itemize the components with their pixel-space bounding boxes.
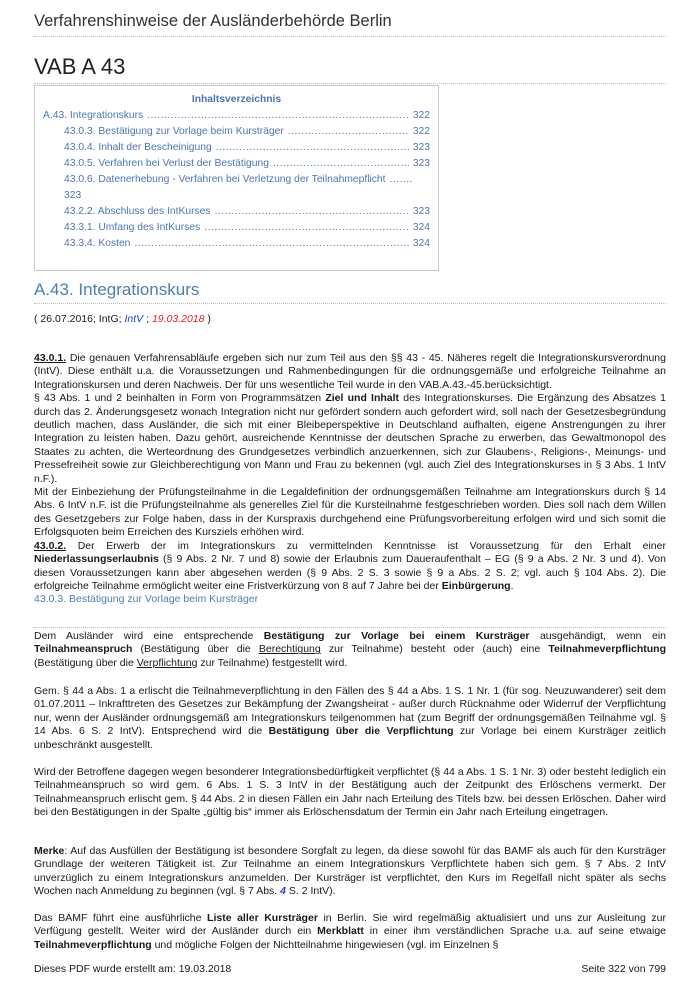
toc-heading: Inhaltsverzeichnis: [191, 94, 282, 105]
toc-entry-text: 43.0.3. Bestätigung zur Vorlage beim Kursträger: [64, 126, 284, 137]
toc-entry-page: 324: [412, 222, 430, 233]
body-block-5: [34, 845, 666, 899]
toc-entry[interactable]: [35, 126, 438, 142]
toc-entry-page: 323: [412, 206, 430, 217]
toc-entry[interactable]: [35, 222, 438, 238]
toc-entry-text: 43.3.1. Umfang des IntKurses: [64, 222, 201, 233]
subsection-heading: 43.0.3. Bestätigung zur Vorlage beim Kursträger: [34, 593, 259, 606]
paragraph-bestaetigung: Dem Ausländer wird eine entsprechende Bestätigung zur Vorlage bei einem Kursträger ausgehändigt, wenn ein Teilnahmeanspruch (Bestätigung über die Berechtigung zur Teilnahme) besteht oder (auch) eine Teilnahmeverpflichtung (Bestätigung über die Verpflichtung zur Teilnahme) festgestellt wird.: [34, 630, 667, 669]
intv-link[interactable]: IntV: [124, 313, 144, 325]
section-meta: ( 26.07.2016; IntG; IntV ; 19.03.2018 ): [34, 313, 211, 325]
toc-entry[interactable]: [35, 142, 438, 158]
toc-entry[interactable]: [35, 158, 438, 174]
toc-entry-text: 43.3.4. Kosten: [64, 238, 131, 249]
toc-entry-text: 43.0.6. Datenerhebung - Verfahren bei Verletzung der Teilnahmepflicht: [64, 174, 386, 185]
subsection-divider: [34, 627, 666, 628]
page-footer: [34, 963, 666, 975]
section-divider: [34, 303, 666, 304]
toc-entry-text: 43.0.5. Verfahren bei Verlust der Bestätigung: [64, 158, 269, 169]
paragraph-kurstraeger-liste: Das BAMF führt eine ausführliche Liste aller Kursträger in Berlin. Sie wird regelmäßig aktualisiert und uns zur Ausleitung zur Verfügung gestellt. Weiter wird der Ausländer durch ein Merkblatt in einer ihm verständlichen Sprache u.a. auf seine etwaige Teilnahmeverpflichtung und mögliche Folgen der Nichtteilnahme hingewiesen (vgl. im Einzelnen §: [34, 912, 667, 951]
paragraph-43-0-1: 43.0.1. Die genauen Verfahrensabläufe ergeben sich nur zum Teil aus den §§ 43 - 45. Näheres regelt die Integrationskursverordnung (IntV). Diese enthält u.a. die Voraussetzungen und Rahmenbedingungen für die ordnungsgemäße und erfolgreiche Teilnahme an Integrationskursen und deren Nachweis. Der für uns wesentliche Teil wurde in den VAB.A.43.-45.berücksichtigt.: [34, 352, 666, 391]
toc-entry[interactable]: [35, 238, 438, 254]
table-of-contents: [34, 85, 439, 271]
header-divider: [34, 36, 666, 37]
title-divider: [34, 83, 666, 84]
toc-entry-page: 324: [412, 238, 430, 249]
paragraph-integrationsbeduerftigkeit: Wird der Betroffene dagegen wegen besonderer Integrationsbedürftigkeit verpflichtet (§ 44 a Abs. 1 S. 1 Nr. 3) oder besteht lediglich ein Teilnahmeanspruch so wird gem. 6 Abs. 1 S. 3 IntV in der Bestätigung auch der Zeitpunkt des Erlöschens vermerkt. Der Teilnahmeanspruch erlischt gem. § 44 Abs. 2 in diesen Fällen ein Jahr nach Erteilung des Titels bzw. bei dessen Erlöschen. Daher wird bei den Bestätigungen in der Spalte „gültig bis“ immer als Erlöschensdatum der Termin ein Jahr nach Erteilung eingetragen.: [34, 766, 666, 819]
toc-entry-page: 322: [412, 110, 430, 121]
toc-entry-page: 323: [64, 190, 82, 201]
toc-entry-text: 43.0.4. Inhalt der Bescheinigung: [64, 142, 212, 153]
footnote-link[interactable]: 4: [280, 885, 286, 898]
paragraph-pruefung: Mit der Einbeziehung der Prüfungsteilnahme in die Legaldefinition der ordnungsgemäßen Teilnahme am Integrationskurs durch § 14 Abs. 6 IntV n.F. ist die Prüfungsteilnahme als generelles Ziel für die Kursteilnahme festgeschrieben worden. Dies soll nach dem Willen des Gesetzgebers zur Folge haben, dass in der Kurspraxis durchgehend eine Prüfungsvorbereitung erfolgen wird und sich somit die Erfolgsquoten beim Erreichen des Kursziels erhöhen wird.: [34, 486, 666, 539]
body-block-6: [34, 912, 666, 952]
paragraph-ziel-inhalt: § 43 Abs. 1 und 2 beinhalten in Form von Programmsätzen Ziel und Inhalt des Integrationskurses. Die Ergänzung des Absatzes 1 durch das 2. Änderungsgesetz wonach Integration nicht nur gefördert sondern auch gefordert wird, soll nach der Gesetzesbegründung deutlich machen, dass Ausländer, die sich mit einer Bleibeperspektive in Deutschland aufhalten, eigene Anstrengungen zu ihrer Integration zu leisten haben. Dazu gehört, ausreichende Kenntnisse der deutschen Sprache zu erwerben, das Gewaltmonopol des Staates zu achten, die Werteordnung des Grundgesetzes verbindlich anzuerkennen, sich zur Glaubens-, Religions-, Meinungs- und Pressefreiheit sowie zur Gleichberechtigung von Mann und Frau zu bekennen (vgl. auch Ziel des Integrationskurses in § 3 Abs. 1 IntV n.F.).: [34, 392, 667, 485]
paragraph-erloeschen: Gem. § 44 a Abs. 1 a erlischt die Teilnahmeverpflichtung in den Fällen des § 44 a Abs. 1 S. 1 Nr. 1 (für sog. Neuzuwanderer) seit dem 01.07.2011 – Inkrafttreten des Gesetzes zur Bekämpfung der Zwangsheirat - außer durch Rücknahme oder Widerruf der Verpflichtung nur, wenn der Ausländer ordnungsgemäß am Integrationskurs teilgenommen hat (zum Begriff der ordnungsgemäßen Teilnahme vgl. § 14 Abs. 6 S. 2 IntV). Entsprechend wird die Bestätigung über die Verpflichtung zur Vorlage bei einem Kursträger zeitlich unbeschränkt ausgestellt.: [34, 685, 666, 751]
section-title: A.43. Integrationskurs: [34, 280, 200, 299]
toc-entry[interactable]: [35, 206, 438, 222]
toc-entry[interactable]: [35, 110, 438, 126]
paragraph-merke: Merke: Auf das Ausfüllen der Bestätigung ist besondere Sorgfalt zu legen, da diese sowohl für das BAMF als auch für den Kursträger Grundlage der weiteren Tätigkeit ist. Zur Teilnahme an einem Integrationskurs Verpflichtete haben sich gem. § 7 Abs. 2 IntV unverzüglich zu einem Integrationskurs anzumelden. Der Kursträger ist verpflichtet, den Kurs im Regelfall nicht später als sechs Wochen nach Anmeldung zu beginnen (vgl. § 7 Abs. 4 S. 2 IntV).: [34, 845, 666, 898]
footer-page-number: Seite 322 von 799: [581, 963, 666, 975]
footer-created-date: Dieses PDF wurde erstellt am: 19.03.2018: [34, 963, 232, 975]
update-date: 19.03.2018: [151, 313, 205, 325]
toc-entry-page: 323: [412, 142, 430, 153]
toc-entry-page: 323: [412, 158, 430, 169]
document-title: VAB A 43: [34, 54, 126, 79]
toc-entry-text: A.43. Integrationskurs: [43, 110, 144, 121]
header-title: Verfahrenshinweise der Ausländerbehörde Berlin: [34, 12, 392, 30]
body-block-1: [34, 352, 666, 607]
body-block-3: [34, 685, 666, 752]
toc-entry-page: 322: [412, 126, 430, 137]
body-block-2: [34, 630, 666, 670]
toc-entry-text: 43.2.2. Abschluss des IntKurses: [64, 206, 211, 217]
body-block-4: [34, 766, 666, 820]
toc-entry[interactable]: [35, 174, 438, 206]
paragraph-43-0-2: 43.0.2. Der Erwerb der im Integrationskurs zu vermittelnden Kenntnisse ist Voraussetzung für den Erhalt einer Niederlassungserlaubnis (§ 9 Abs. 2 Nr. 7 und 8) sowie der Erlaubnis zum Daueraufenthalt – EG (§ 9 a Abs. 2 Nr. 3 und 4). Von diesen Voraussetzungen kann aber abgesehen werden (§ 9 Abs. 2 S. 3 sowie § 9 a Abs. 2 S. 2; vgl. auch § 104 Abs. 2). Die erfolgreiche Teilnahme ermöglicht weiter eine Fristverkürzung von 8 auf 7 Jahre bei der Einbürgerung.: [34, 539, 666, 592]
